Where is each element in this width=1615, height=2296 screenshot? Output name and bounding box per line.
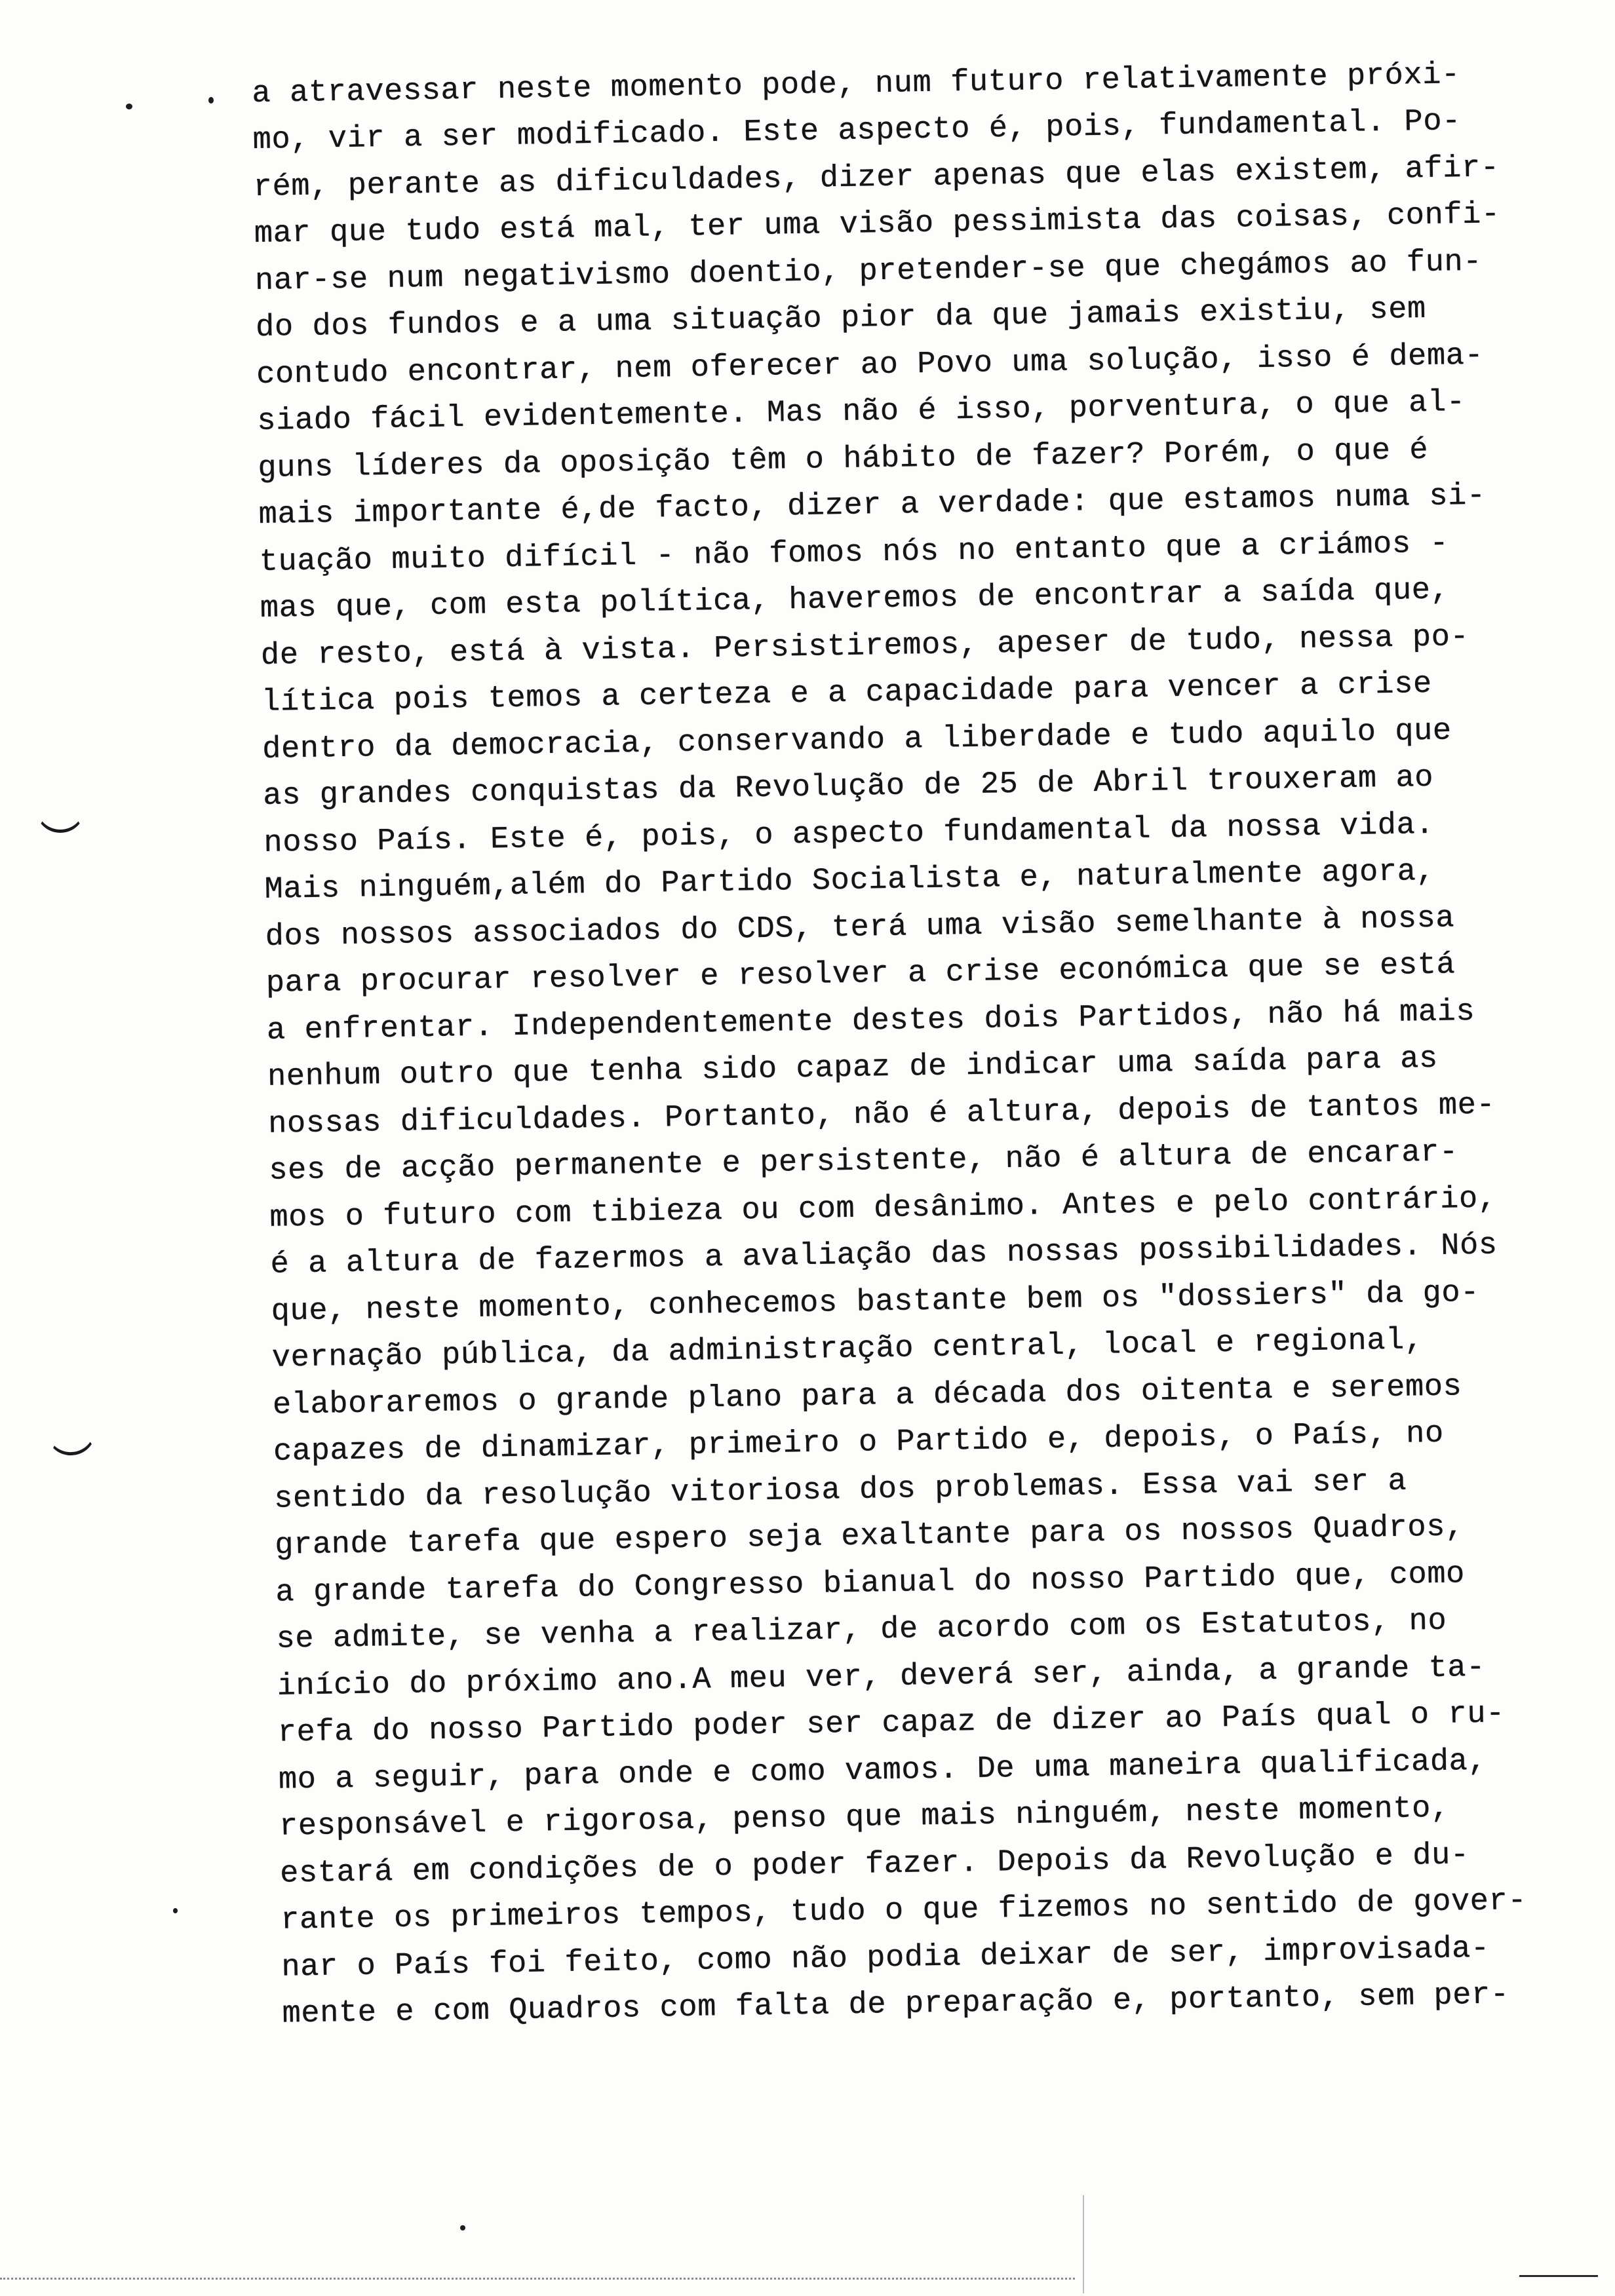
text-line: refa do nosso Partido poder ser capaz de dizer ao País qual o ru- [277,1696,1506,1751]
text-line: mas que, com esta política, haveremos de encontrar a saída que, [260,573,1450,626]
text-line: mos o futuro com tibieza ou com desânimo. Antes e pelo contrário, [269,1181,1497,1236]
text-line: grande tarefa que espero seja exaltante para os nossos Quadros, [274,1510,1465,1563]
text-line: siado fácil evidentemente. Mas não é isso, porventura, o que al- [256,385,1466,439]
text-line: mo, vir a ser modificado. Este aspecto é, pois, fundamental. Po- [252,104,1462,158]
text-line: a grande tarefa do Congresso bianual do nosso Partido que, como [275,1557,1466,1611]
text-line: dentro da democracia, conservando a liberdade e tudo aquilo que [262,714,1452,767]
margin-speck [460,2225,465,2230]
text-line: mente e com Quadros com falta de preparação e, portanto, sem per- [282,1978,1510,2032]
punch-hole-mark [46,1427,98,1458]
text-line: tuação muito difícil - não fomos nós no entanto que a criámos - [259,526,1449,580]
text-line: rém, perante as dificuldades, dizer apenas que elas existem, afir- [253,151,1500,205]
text-line: de resto, está à vista. Persistiremos, apeser de tudo, nessa po- [260,619,1469,674]
body-text [252,53,1536,2032]
text-line: nar-se num negativismo doentio, pretender-se que chegámos ao fun- [254,244,1483,299]
scan-bottom-rule [1519,2275,1598,2277]
text-line: estará em condições de o poder fazer. Depois da Revolução e du- [279,1838,1470,1892]
margin-speck [208,97,214,104]
text-line: nenhum outro que tenha sido capaz de indicar uma saída para as [267,1041,1439,1095]
text-line: vernação pública, da administração central, local e regional, [271,1323,1424,1376]
text-line: ses de acção permanente e persistente, não é altura de encarar- [268,1135,1459,1189]
text-line: início do próximo ano.A meu ver, deverá ser, ainda, a grande ta- [277,1650,1486,1704]
text-line: as grandes conquistas da Revolução de 25 de Abril trouxeram ao [262,760,1434,814]
text-line: se admite, se venha a realizar, de acordo com os Estatutos, no [276,1603,1447,1657]
text-line: mo a seguir, para onde e como vamos. De uma maneira qualificada, [278,1744,1487,1798]
text-line: responsável e rigorosa, penso que mais ninguém, neste momento, [279,1791,1450,1845]
text-line: é a altura de fazermos a avaliação das nossas possibilidades. Nós [270,1228,1498,1282]
text-line: rante os primeiros tempos, tudo o que fizemos no sentido de gover- [280,1883,1527,1938]
text-line: que, neste momento, conhecemos bastante bem os "dossiers" da go- [271,1275,1480,1330]
text-line: lítica pois temos a certeza e a capacidade para vencer a crise [261,666,1433,720]
text-line: capazes de dinamizar, primeiro o Partido e, depois, o País, no [273,1416,1445,1470]
text-line: mar que tudo está mal, ter uma visão pessimista das coisas, confi- [254,197,1501,252]
punch-hole-mark [35,807,85,833]
text-line: dos nossos associados do CDS, terá uma visão semelhante à nossa [265,901,1455,955]
text-line: nossas dificuldades. Portanto, não é altura, depois de tantos me- [267,1088,1496,1142]
text-line: nosso País. Este é, pois, o aspecto fundamental da nossa vida. [263,807,1435,861]
text-line: a enfrentar. Independentemente destes dois Partidos, não há mais [266,994,1475,1048]
text-line: Mais ninguém,além do Partido Socialista e, naturalmente agora, [264,854,1435,908]
text-line: a atravessar neste momento pode, num futuro relativamente próxi- [252,58,1461,111]
text-line: mais importante é,de facto, dizer a verdade: que estamos numa si- [258,478,1487,533]
scan-fold-mark [1083,2195,1084,2293]
text-line: do dos fundos e a uma situação pior da que jamais existiu, sem [255,292,1427,345]
margin-speck [126,104,132,109]
scan-bottom-edge [0,2278,1075,2280]
text-line: contudo encontrar, nem oferecer ao Povo uma solução, isso é dema- [256,338,1484,392]
text-line: nar o País foi feito, como não podia deixar de ser, improvisada- [281,1931,1490,1985]
margin-speck [173,1908,178,1913]
text-line: elaboraremos o grande plano para a década dos oitenta e seremos [272,1369,1462,1423]
text-line: para procurar resolver e resolver a crise económica que se está [265,947,1456,1001]
text-line: guns líderes da oposição têm o hábito de fazer? Porém, o que é [258,432,1429,486]
text-line: sentido da resolução vitoriosa dos problemas. Essa vai ser a [273,1464,1407,1517]
